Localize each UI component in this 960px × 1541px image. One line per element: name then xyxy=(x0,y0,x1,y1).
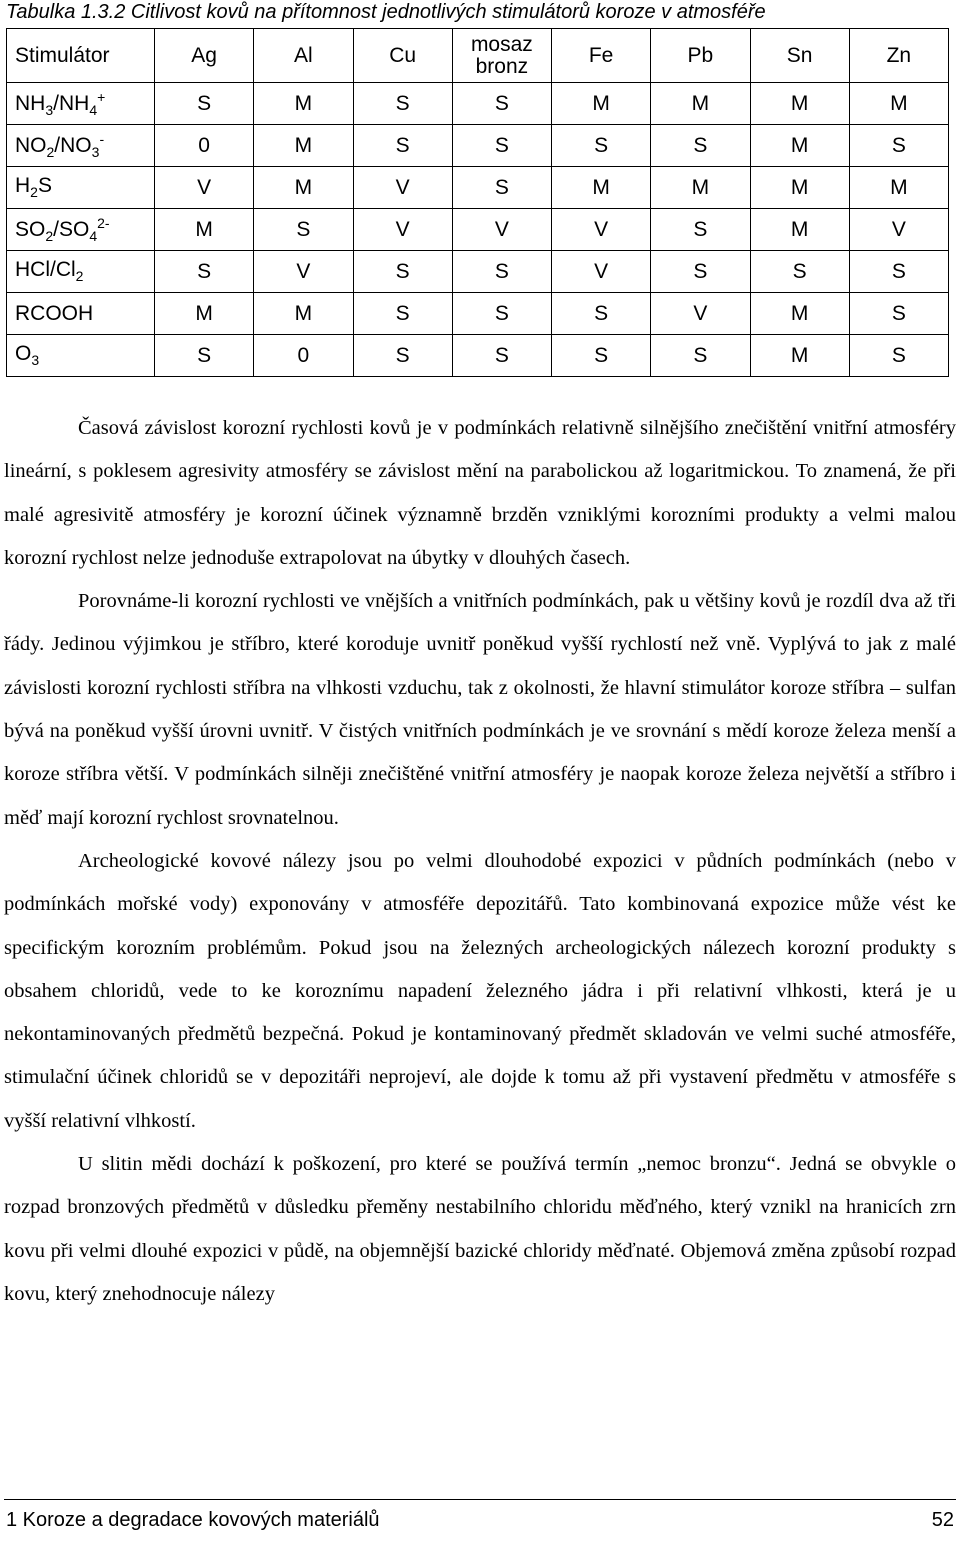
paragraph: Archeologické kovové nálezy jsou po velmi dlouhodobé expozici v půdních podmínkách (nebo v podmínkách mořské vody) exponovány v atmosféře depozitářů. Tato kombinovaná expozice může vést ke specifickým korozním problémům. Pokud jsou na železných archeologických nálezech korozní produkty s obsahem chloridů, vede to ke koroznímu napadení železného jádra i při relativní vlhkosti, která je u nekontaminovaných předmětů bezpečná. Pokud je kontaminovaný předmět skladován ve velmi suché atmosféře, stimulační účinek chloridů se v depozitáři neprojeví, ale dojde k tomu až při vystavení předmětu v atmosféře s vyšší relativní vlhkostí. xyxy=(4,849,956,1132)
formula-part: 2 xyxy=(30,184,38,201)
table-cell: S xyxy=(155,83,254,125)
row-stimulator-label xyxy=(7,209,155,251)
row-stimulator-label xyxy=(7,167,155,209)
formula-part: 2- xyxy=(97,214,110,231)
table-row xyxy=(7,251,949,293)
header-fe: Fe xyxy=(552,29,651,83)
header-cu: Cu xyxy=(353,29,452,83)
table-cell: S xyxy=(552,293,651,335)
table-cell: V xyxy=(353,209,452,251)
table-cell: 0 xyxy=(155,125,254,167)
table-cell: S xyxy=(452,125,551,167)
table-cell: S xyxy=(552,125,651,167)
paragraph: U slitin mědi dochází k poškození, pro které se používá termín „nemoc bronzu“. Jedná se obvykle o rozpad bronzových předmětů v důsledku přeměny nestabilního chloridu měďného, který vznikl na hranicích zrn kovu při velmi dlouhé expozici v půdě, na objemnější bazické chloridy měďnaté. Objemová změna způsobí rozpad kovu, který znehodnocuje nálezy xyxy=(4,1153,956,1305)
header-mosaz: mosaz xyxy=(470,32,533,56)
table-cell: M xyxy=(651,83,750,125)
header-ag: Ag xyxy=(155,29,254,83)
table-cell: M xyxy=(750,125,849,167)
table-cell: V xyxy=(254,251,353,293)
table-cell: M xyxy=(552,83,651,125)
formula-part: H xyxy=(15,174,31,198)
table-cell: S xyxy=(155,251,254,293)
header-sn: Sn xyxy=(750,29,849,83)
table-cell: M xyxy=(254,83,353,125)
paragraph: Časová závislost korozní rychlosti kovů je v podmínkách relativně silnějšího znečištění vnitřní atmosféry lineární, s poklesem agresivity atmosféry se závislost mění na parabolickou až logaritmickou. To znamená, že při malé agresivitě atmosféry je korozní účinek významně brzděn vzniklými korozními produkty a velmi malou korozní rychlost nelze jednoduše extrapolovat na úbytky v dlouhých časech. xyxy=(4,417,956,569)
table-cell: M xyxy=(254,293,353,335)
table-cell: S xyxy=(353,125,452,167)
formula-part: 4 xyxy=(89,102,98,119)
formula-part: HCl/Cl xyxy=(15,258,76,282)
formula-part: NH xyxy=(15,91,46,115)
formula-part: /NH xyxy=(53,91,90,115)
table-cell: M xyxy=(155,209,254,251)
table-cell: M xyxy=(254,125,353,167)
table-cell: S xyxy=(155,335,254,377)
header-bronz: bronz xyxy=(475,54,529,78)
table-cell: M xyxy=(552,167,651,209)
table-cell: S xyxy=(651,125,750,167)
table-cell: S xyxy=(651,209,750,251)
formula-part: 3 xyxy=(31,352,40,369)
table-row xyxy=(7,335,949,377)
formula-part: - xyxy=(99,130,105,147)
paragraph: Porovnáme-li korozní rychlosti ve vnějších a vnitřních podmínkách, pak u většiny kovů je rozdíl dva až tři řády. Jedinou výjimkou je stříbro, které koroduje uvnitř poněkud vyšší rychlostí než vně. Vyplývá to jak z malé závislosti korozní rychlosti stříbra na vlhkosti vzduchu, tak z okolnosti, že hlavní stimulátor koroze stříbra – sulfan bývá na poněkud vyšší úrovni uvnitř. V čistých vnitřních podmínkách je ve srovnání s mědí koroze železa menší a koroze stříbra větší. V podmínkách silněji znečištěné vnitřní atmosféry je naopak koroze železa největší a stříbro i měď mají korozní rychlost srovnatelnou. xyxy=(4,590,956,829)
table-cell: S xyxy=(750,251,849,293)
table-row xyxy=(7,293,949,335)
table-cell: S xyxy=(849,125,948,167)
table-cell: S xyxy=(452,251,551,293)
formula-part: O xyxy=(15,342,32,366)
table-cell: S xyxy=(353,251,452,293)
table-cell: M xyxy=(750,209,849,251)
table-cell: S xyxy=(254,209,353,251)
body-text xyxy=(4,407,956,1316)
table-cell: S xyxy=(452,293,551,335)
page-number: 52 xyxy=(931,1509,954,1531)
table-cell: S xyxy=(452,83,551,125)
row-stimulator-label xyxy=(7,125,155,167)
formula-part: RCOOH xyxy=(15,301,94,325)
formula-part: + xyxy=(97,88,106,105)
table-row xyxy=(7,83,949,125)
header-al: Al xyxy=(254,29,353,83)
table-cell: V xyxy=(353,167,452,209)
table-cell: 0 xyxy=(254,335,353,377)
table-caption: Tabulka 1.3.2 Citlivost kovů na přítomnost jednotlivých stimulátorů koroze v atmosféře xyxy=(6,1,766,23)
table-cell: M xyxy=(750,167,849,209)
table-cell: V xyxy=(155,167,254,209)
table-cell: S xyxy=(353,335,452,377)
table-cell: S xyxy=(849,251,948,293)
table-row xyxy=(7,209,949,251)
table-row xyxy=(7,125,949,167)
formula-part: 3 xyxy=(45,102,54,119)
formula-part: 2 xyxy=(45,228,54,245)
table-cell: M xyxy=(849,167,948,209)
formula-part: SO xyxy=(15,217,46,241)
table-cell: V xyxy=(452,209,551,251)
table-cell: M xyxy=(750,293,849,335)
footer-chapter: 1 Koroze a degradace kovových materiálů xyxy=(6,1509,380,1531)
table-cell: M xyxy=(750,83,849,125)
table-cell: S xyxy=(552,335,651,377)
table-cell: V xyxy=(651,293,750,335)
row-stimulator-label xyxy=(7,335,155,377)
table-cell: S xyxy=(849,335,948,377)
table-cell: S xyxy=(452,335,551,377)
table-header-row xyxy=(7,29,949,83)
table-cell: V xyxy=(552,251,651,293)
table-cell: M xyxy=(254,167,353,209)
formula-part: 2 xyxy=(75,268,84,285)
table-cell: V xyxy=(849,209,948,251)
formula-part: S xyxy=(37,174,52,198)
header-pb: Pb xyxy=(651,29,750,83)
table-cell: S xyxy=(452,167,551,209)
table-cell: S xyxy=(651,251,750,293)
stimulator-table xyxy=(6,28,949,377)
table-row xyxy=(7,167,949,209)
table-cell: S xyxy=(353,293,452,335)
header-stimulator: Stimulátor xyxy=(7,29,155,83)
row-stimulator-label xyxy=(7,83,155,125)
formula-part: 3 xyxy=(91,144,100,161)
table-cell: S xyxy=(651,335,750,377)
header-zn: Zn xyxy=(849,29,948,83)
formula-part: NO xyxy=(15,133,47,157)
row-stimulator-label xyxy=(7,293,155,335)
table-cell: S xyxy=(353,83,452,125)
table-cell: M xyxy=(849,83,948,125)
row-stimulator-label xyxy=(7,251,155,293)
formula-part: 2 xyxy=(46,144,55,161)
formula-part: 4 xyxy=(89,228,98,245)
table-cell: M xyxy=(155,293,254,335)
table-cell: M xyxy=(750,335,849,377)
footer-rule xyxy=(4,1499,956,1500)
formula-part: /NO xyxy=(54,133,92,157)
header-mosaz-bronz xyxy=(452,29,551,83)
table-cell: M xyxy=(651,167,750,209)
table-cell: V xyxy=(552,209,651,251)
formula-part: /SO xyxy=(53,217,90,241)
table-cell: S xyxy=(849,293,948,335)
